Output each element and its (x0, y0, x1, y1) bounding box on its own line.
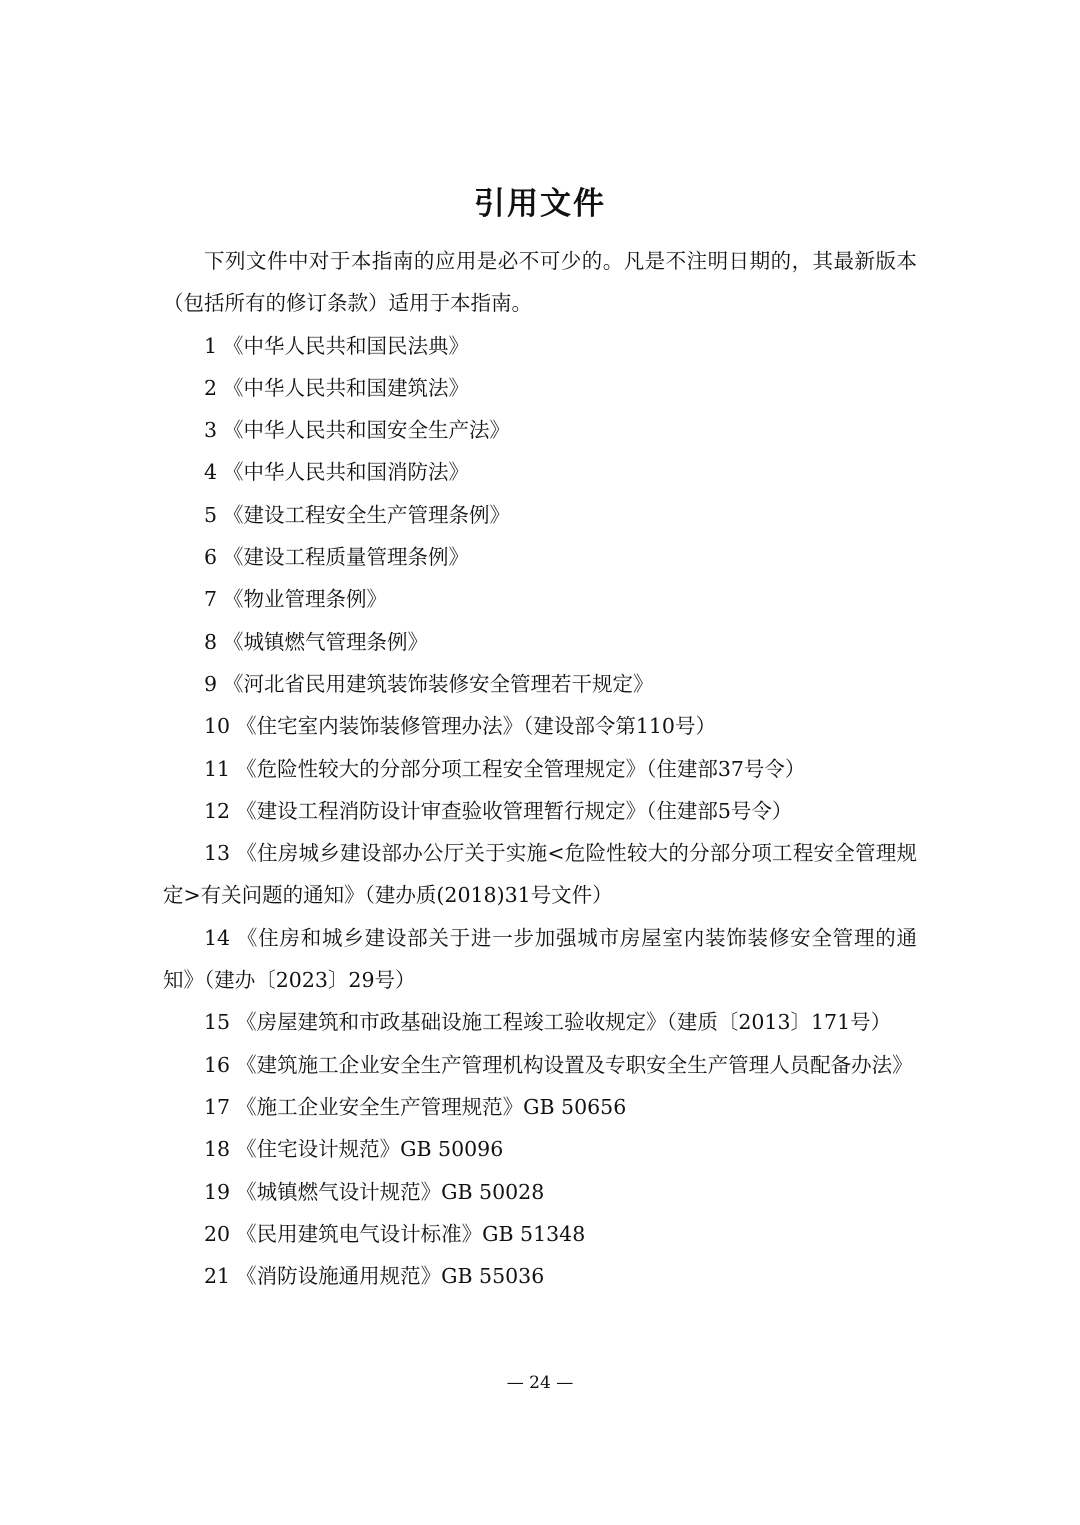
reference-number: 7 (204, 587, 218, 612)
reference-title: 《消防设施通用规范》GB 55036 (236, 1264, 545, 1289)
reference-number: 15 (204, 1010, 231, 1035)
reference-item (163, 494, 917, 536)
intro-paragraph: 下列文件中对于本指南的应用是必不可少的。凡是不注明日期的，其最新版本（包括所有的修订条款）适用于本指南。 (163, 249, 917, 316)
reference-item (163, 367, 917, 409)
reference-title: 《河北省民用建筑装饰装修安全管理若干规定》 (223, 671, 654, 696)
reference-number: 12 (204, 798, 231, 823)
reference-item (163, 1171, 917, 1213)
page-title: 引用文件 (474, 186, 606, 222)
reference-item (163, 705, 917, 747)
reference-title: 《建设工程质量管理条例》 (223, 545, 470, 570)
reference-item (163, 578, 917, 620)
reference-item (163, 1001, 917, 1043)
reference-item (163, 1086, 917, 1128)
reference-number: 14 (204, 925, 231, 950)
reference-item (163, 1213, 917, 1255)
reference-item (163, 1128, 917, 1170)
reference-title: 《住房和城乡建设部关于进一步加强城市房屋室内装饰装修安全管理的通知》（建办〔2023〕29号） (163, 925, 917, 993)
reference-number: 6 (204, 545, 218, 570)
reference-item (163, 409, 917, 451)
reference-title: 《住房城乡建设部办公厅关于实施<危险性较大的分部分项工程安全管理规定>有关问题的通知》（建办质(2018)31号文件） (163, 841, 917, 908)
reference-number: 3 (204, 418, 218, 443)
reference-title: 《建设工程消防设计审查验收管理暂行规定》（住建部5号令） (236, 798, 793, 823)
reference-item (163, 832, 917, 917)
reference-title: 《中华人民共和国建筑法》 (223, 375, 470, 400)
reference-item (163, 917, 917, 1002)
reference-item (163, 536, 917, 578)
reference-number: 13 (204, 841, 231, 866)
reference-item (163, 621, 917, 663)
reference-number: 19 (204, 1179, 231, 1204)
reference-title: 《中华人民共和国民法典》 (223, 333, 470, 358)
page-content (163, 240, 917, 1297)
reference-number: 17 (204, 1094, 231, 1119)
reference-title: 《城镇燃气设计规范》GB 50028 (236, 1179, 545, 1204)
reference-item (163, 748, 917, 790)
reference-number: 8 (204, 629, 218, 654)
reference-title: 《中华人民共和国消防法》 (223, 460, 470, 485)
reference-number: 20 (204, 1221, 231, 1246)
reference-item (163, 451, 917, 493)
page-number: — 24 — (506, 1373, 574, 1393)
reference-number: 1 (204, 333, 218, 358)
reference-number: 16 (204, 1052, 231, 1077)
reference-title: 《城镇燃气管理条例》 (223, 629, 429, 654)
reference-title: 《民用建筑电气设计标准》GB 51348 (236, 1221, 586, 1246)
reference-title: 《建设工程安全生产管理条例》 (223, 502, 511, 527)
reference-number: 2 (204, 375, 218, 400)
reference-list (163, 325, 917, 1298)
reference-number: 18 (204, 1137, 231, 1162)
reference-item (163, 790, 917, 832)
reference-title: 《中华人民共和国安全生产法》 (223, 418, 511, 443)
reference-title: 《住宅设计规范》GB 50096 (236, 1137, 504, 1162)
reference-item (163, 325, 917, 367)
reference-number: 10 (204, 714, 231, 739)
reference-title: 《危险性较大的分部分项工程安全管理规定》（住建部37号令） (236, 756, 806, 781)
reference-number: 21 (204, 1264, 231, 1289)
reference-item (163, 663, 917, 705)
reference-title: 《物业管理条例》 (223, 587, 388, 612)
reference-item (163, 1255, 917, 1297)
reference-number: 5 (204, 502, 218, 527)
reference-number: 9 (204, 671, 218, 696)
reference-number: 11 (204, 756, 231, 781)
reference-item (163, 1044, 917, 1086)
reference-title: 《施工企业安全生产管理规范》GB 50656 (236, 1094, 627, 1119)
reference-number: 4 (204, 460, 218, 485)
reference-title: 《房屋建筑和市政基础设施工程竣工验收规定》（建质〔2013〕171号） (236, 1010, 892, 1035)
reference-title: 《建筑施工企业安全生产管理机构设置及专职安全生产管理人员配备办法》 (236, 1052, 913, 1077)
reference-title: 《住宅室内装饰装修管理办法》（建设部令第110号） (236, 714, 716, 739)
